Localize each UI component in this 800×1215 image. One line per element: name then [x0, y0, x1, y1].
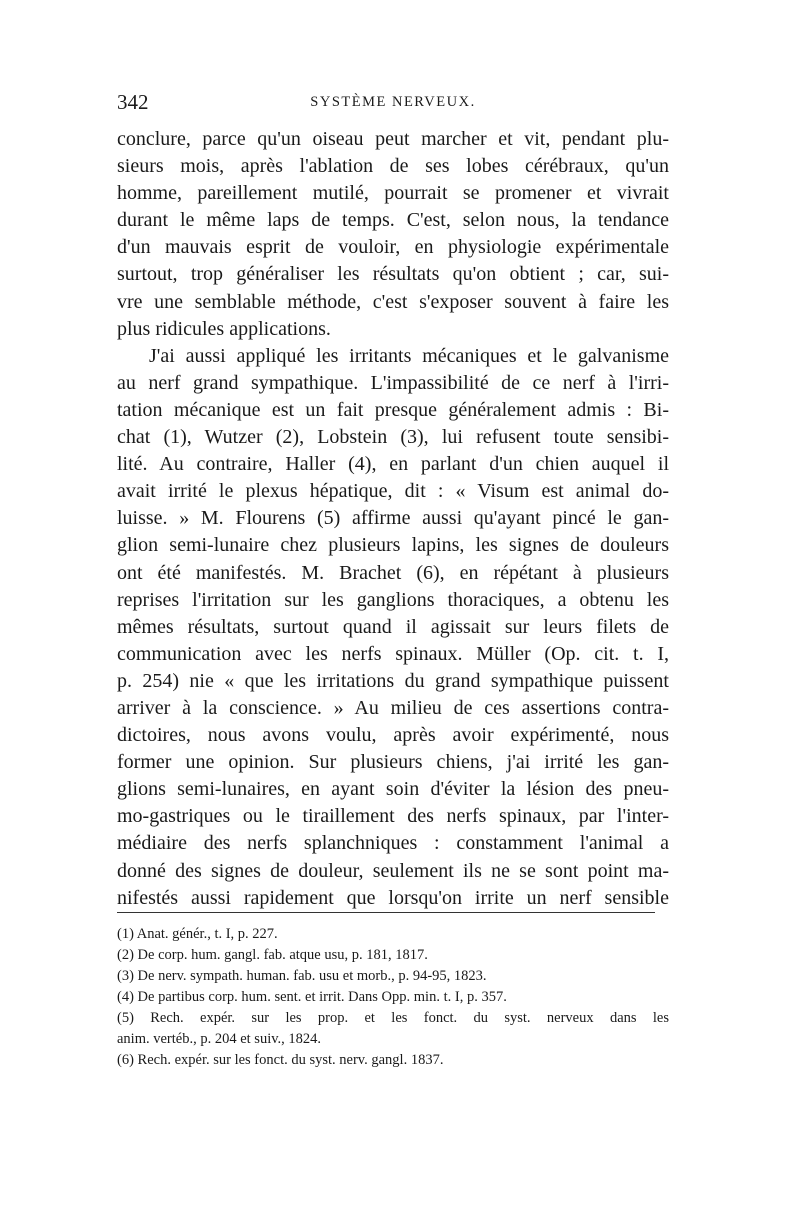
text-line: luisse. » M. Flourens (5) affirme aussi qu'ayant pincé le gan-	[117, 507, 669, 530]
text-line: médiaire des nerfs splanchniques : constamment l'animal a	[117, 832, 669, 855]
text-line: au nerf grand sympathique. L'impassibilité de ce nerf à l'irri-	[117, 371, 669, 394]
text-line: donné des signes de douleur, seulement ils ne se sont point ma-	[117, 859, 669, 882]
footnote: (4) De partibus corp. hum. sent. et irrit. Dans Opp. min. t. I, p. 357.	[117, 989, 507, 1005]
footnote: (1) Anat. génér., t. I, p. 227.	[117, 926, 278, 942]
text-line: durant le même laps de temps. C'est, selon nous, la tendance	[117, 209, 669, 232]
footnote-divider	[117, 912, 655, 913]
text-line: arriver à la conscience. » Au milieu de ces assertions contra-	[117, 696, 669, 719]
text-line: nifestés aussi rapidement que lorsqu'on irrite un nerf sensible	[117, 886, 669, 909]
text-line: former une opinion. Sur plusieurs chiens, j'ai irrité les gan-	[117, 751, 669, 774]
text-line: p. 254) nie « que les irritations du grand sympathique puissent	[117, 669, 669, 692]
running-title: SYSTÈME NERVEUX.	[310, 94, 476, 110]
footnote: (5) Rech. expér. sur les prop. et les fonct. du syst. nerveux dans les	[117, 1010, 669, 1026]
page-header	[117, 90, 669, 120]
footnote: (6) Rech. expér. sur les fonct. du syst. nerv. gangl. 1837.	[117, 1052, 444, 1068]
page-number: 342	[117, 90, 149, 114]
text-line: tation mécanique est un fait presque généralement admis : Bi-	[117, 398, 669, 421]
text-line: ont été manifestés. M. Brachet (6), en répétant à plusieurs	[117, 561, 669, 584]
text-line: dictoires, nous avons voulu, après avoir expérimenté, nous	[117, 724, 669, 747]
footnote: (2) De corp. hum. gangl. fab. atque usu, p. 181, 1817.	[117, 947, 428, 963]
text-line: glion semi-lunaire chez plusieurs lapins, les signes de douleurs	[117, 534, 669, 557]
text-line: sieurs mois, après l'ablation de ses lobes cérébraux, qu'un	[117, 155, 669, 178]
text-line: glions semi-lunaires, en ayant soin d'éviter la lésion des pneu-	[117, 778, 669, 801]
body-text	[117, 126, 669, 912]
text-line: mo-gastriques ou le tiraillement des nerfs spinaux, par l'inter-	[117, 805, 669, 828]
footnotes	[117, 924, 669, 1071]
footnote-continuation: anim. vertéb., p. 204 et suiv., 1824.	[117, 1031, 322, 1047]
text-line: conclure, parce qu'un oiseau peut marcher et vit, pendant plu-	[117, 128, 669, 150]
text-line: mêmes résultats, surtout quand il agissait sur leurs filets de	[117, 615, 669, 638]
text-line: d'un mauvais esprit de vouloir, en physiologie expérimentale	[117, 236, 669, 259]
text-line: communication avec les nerfs spinaux. Müller (Op. cit. t. I,	[117, 642, 669, 665]
text-line: reprises l'irritation sur les ganglions thoraciques, a obtenu les	[117, 588, 669, 611]
text-line: vre une semblable méthode, c'est s'exposer souvent à faire les	[117, 290, 669, 313]
text-line: J'ai aussi appliqué les irritants mécaniques et le galvanisme	[149, 344, 669, 367]
text-line: avait irrité le plexus hépatique, dit : « Visum est animal do-	[117, 480, 669, 503]
footnote: (3) De nerv. sympath. human. fab. usu et morb., p. 94-95, 1823.	[117, 968, 487, 984]
text-line: lité. Au contraire, Haller (4), en parlant d'un chien auquel il	[117, 453, 669, 476]
text-line: chat (1), Wutzer (2), Lobstein (3), lui refusent toute sensibi-	[117, 426, 669, 449]
text-line: surtout, trop généraliser les résultats qu'on obtient ; car, sui-	[117, 263, 669, 286]
text-line: homme, pareillement mutilé, pourrait se promener et vivrait	[117, 182, 669, 205]
text-line: plus ridicules applications.	[117, 317, 331, 340]
